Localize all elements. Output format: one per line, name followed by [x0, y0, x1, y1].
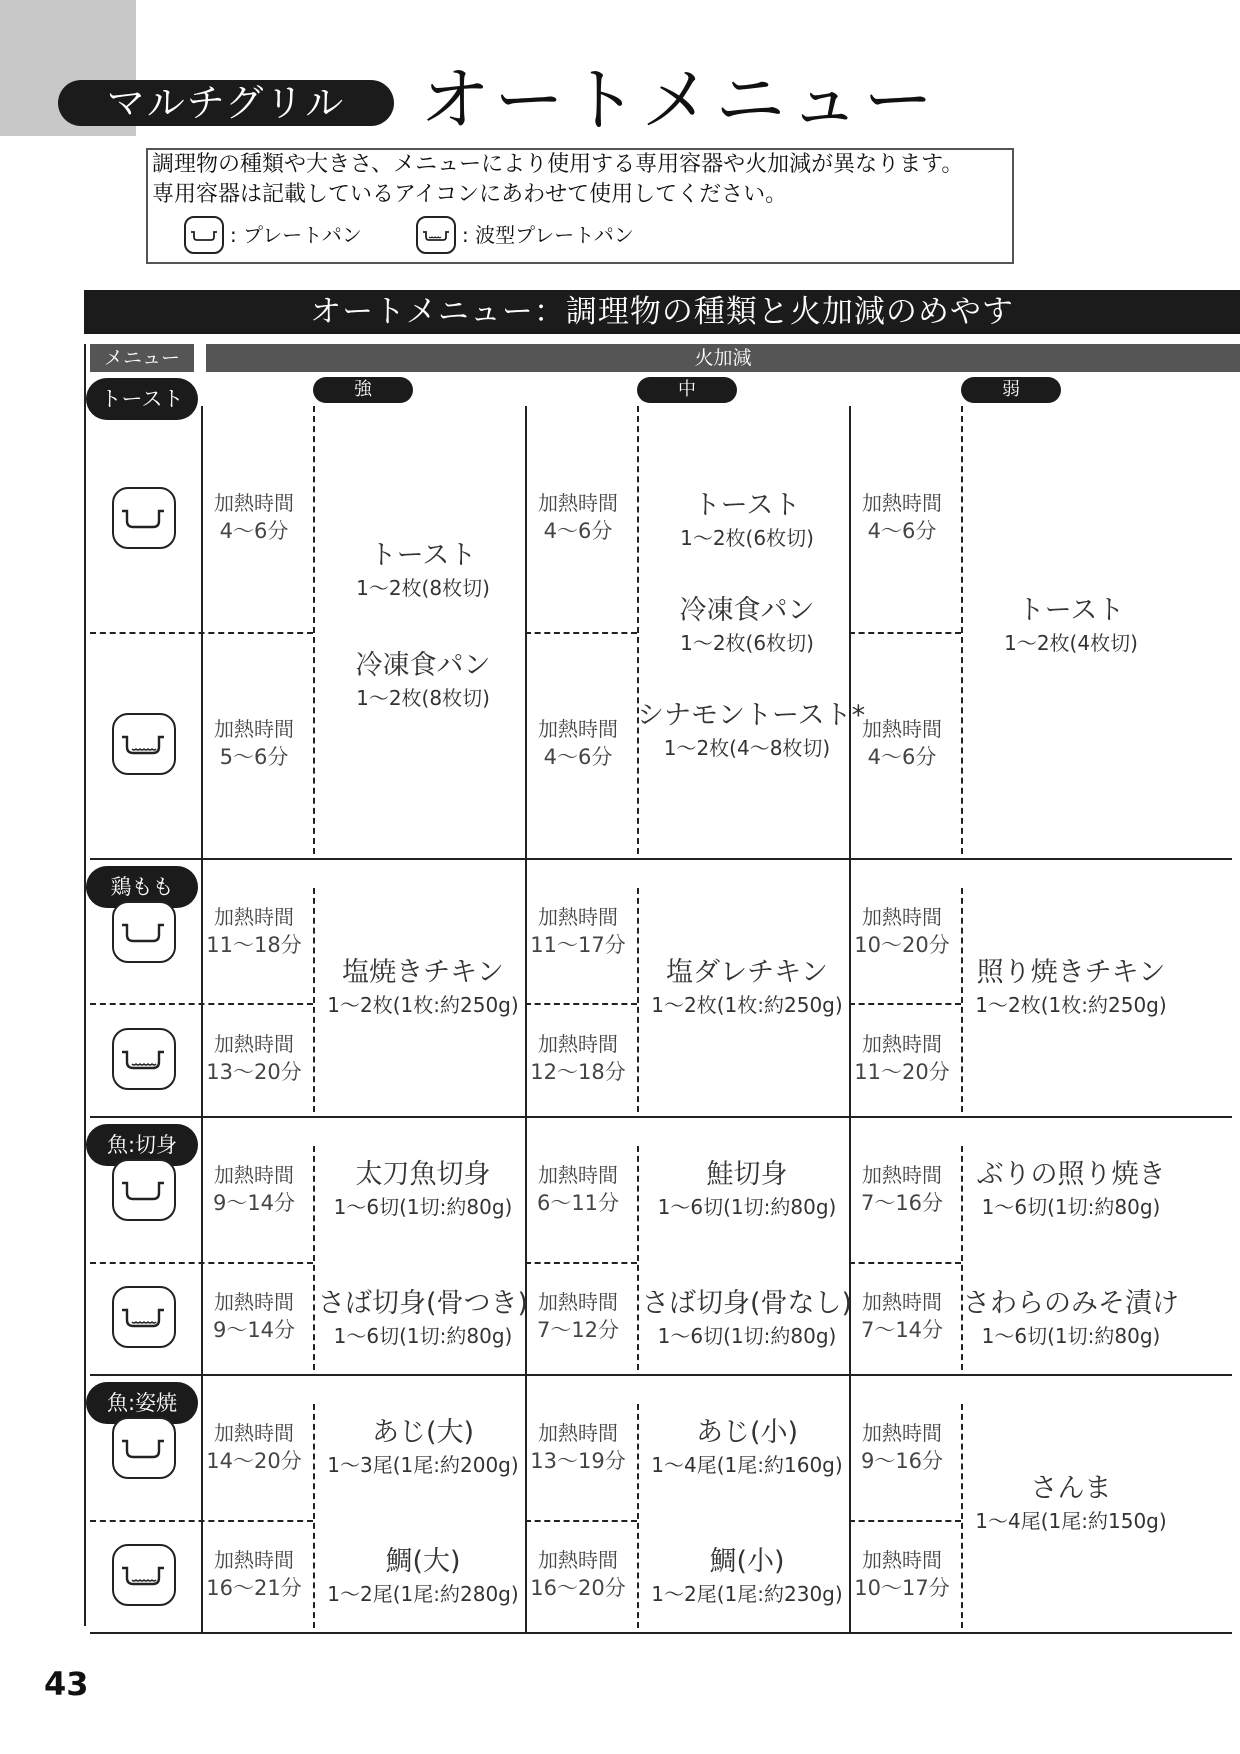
row-dashed-line — [525, 1003, 637, 1005]
page-number: 43 — [44, 1665, 89, 1703]
legend-plate-text: : プレートパン — [230, 223, 362, 247]
heat-time-label: 加熱時間 — [862, 1031, 942, 1056]
menu-item — [637, 698, 866, 762]
heat-time-value: 9〜14分 — [212, 1191, 296, 1215]
menu-item-name: トースト — [369, 540, 477, 571]
heat-time-value: 9〜14分 — [212, 1318, 296, 1342]
menu-item — [313, 1544, 533, 1608]
heat-time-cell — [524, 489, 632, 545]
menu-item — [313, 1286, 533, 1350]
category-pill-0: トースト — [86, 378, 198, 420]
row-dashed-line — [90, 1262, 313, 1264]
menu-item-quantity: 1〜2尾(1尾:約230g) — [651, 1582, 843, 1606]
heat-time-value: 4〜6分 — [867, 745, 937, 769]
heat-level-medium: 中 — [637, 377, 737, 403]
menu-item-quantity: 1〜2枚(8枚切) — [356, 576, 490, 600]
heat-time-value: 4〜6分 — [219, 519, 289, 543]
menu-item-name: ぶりの照り焼き — [976, 1159, 1166, 1190]
heat-time-label: 加熱時間 — [538, 1421, 618, 1445]
menu-item-name: あじ(大) — [371, 1417, 475, 1448]
menu-item-name: 鯛(小) — [709, 1546, 785, 1577]
heat-time-cell — [848, 1288, 956, 1344]
heat-time-value: 7〜12分 — [536, 1318, 620, 1342]
heat-time-value: 11〜17分 — [530, 932, 626, 957]
heat-time-label: 加熱時間 — [862, 491, 942, 515]
menu-item-quantity: 1〜6切(1切:約80g) — [333, 1195, 513, 1219]
fire-header: 火加減 — [206, 344, 1240, 372]
heat-time-value: 12〜18分 — [530, 1059, 626, 1084]
heat-time-label: 加熱時間 — [862, 1421, 942, 1445]
heat-time-value: 11〜20分 — [854, 1059, 950, 1084]
legend-wave-text: : 波型プレートパン — [462, 223, 634, 247]
heat-time-value: 10〜20分 — [854, 932, 950, 957]
heat-time-value: 16〜20分 — [530, 1576, 626, 1600]
heat-time-label: 加熱時間 — [538, 1031, 618, 1056]
menu-item-name: 鯛(大) — [385, 1546, 461, 1577]
menu-item-name: 太刀魚切身 — [355, 1159, 491, 1190]
menu-item — [961, 955, 1181, 1019]
heat-time-value: 13〜19分 — [530, 1449, 626, 1473]
notice-line-2: 専用容器は記載しているアイコンにあわせて使用してください。 — [152, 182, 788, 207]
menu-item-name: シナモントースト* — [637, 700, 866, 731]
heat-time-value: 11〜18分 — [206, 932, 302, 957]
heat-time-cell — [524, 1419, 632, 1475]
heat-time-value: 4〜6分 — [867, 519, 937, 543]
menu-item-name: 塩ダレチキン — [666, 957, 828, 988]
heat-time-value: 5〜6分 — [219, 745, 289, 769]
plate-pan-icon — [112, 1417, 176, 1479]
row-dashed-line — [525, 632, 637, 634]
menu-item — [637, 1544, 857, 1608]
plate-pan-icon — [184, 216, 224, 254]
heat-time-cell — [848, 1546, 956, 1602]
heat-time-value: 16〜21分 — [206, 1576, 302, 1600]
row-dashed-line — [525, 1262, 637, 1264]
menu-item — [313, 648, 533, 712]
heat-time-label: 加熱時間 — [538, 904, 618, 929]
table-left-border — [84, 344, 86, 1626]
menu-item-quantity: 1〜2枚(6枚切) — [680, 631, 814, 655]
menu-item-quantity: 1〜4尾(1尾:約150g) — [975, 1509, 1167, 1533]
section-divider — [90, 1374, 1232, 1376]
heat-time-cell — [524, 903, 632, 959]
heat-time-label: 加熱時間 — [214, 1031, 294, 1056]
category-pill-2: 魚:切身 — [86, 1124, 198, 1166]
heat-time-label: 加熱時間 — [538, 1163, 618, 1187]
menu-item-quantity: 1〜2枚(8枚切) — [356, 686, 490, 710]
heat-time-cell — [200, 715, 308, 771]
heat-time-cell — [848, 1030, 956, 1086]
section-divider — [90, 858, 1232, 860]
heat-time-cell — [524, 715, 632, 771]
heat-time-cell — [200, 489, 308, 545]
heat-time-label: 加熱時間 — [538, 1548, 618, 1572]
menu-item — [637, 1286, 857, 1350]
table-banner: オートメニュー：調理物の種類と火加減のめやす — [84, 290, 1240, 334]
notice-line-1: 調理物の種類や大きさ、メニューにより使用する専用容器や火加減が異なります。 — [152, 152, 964, 177]
menu-item-name: トースト — [1017, 595, 1125, 626]
plate-pan-icon — [112, 1159, 176, 1221]
heat-time-value: 10〜17分 — [854, 1576, 950, 1600]
heat-time-label: 加熱時間 — [214, 717, 294, 741]
menu-item-quantity: 1〜6切(1切:約80g) — [657, 1324, 837, 1348]
category-pill: マルチグリル — [58, 80, 394, 126]
menu-item-quantity: 1〜3尾(1尾:約200g) — [327, 1453, 519, 1477]
wave-plate-pan-icon — [416, 216, 456, 254]
menu-item — [637, 488, 857, 552]
heat-time-cell — [524, 1161, 632, 1217]
heat-time-label: 加熱時間 — [214, 1163, 294, 1187]
menu-item-quantity: 1〜4尾(1尾:約160g) — [651, 1453, 843, 1477]
heat-time-label: 加熱時間 — [214, 1290, 294, 1314]
menu-item — [961, 593, 1181, 657]
heat-time-label: 加熱時間 — [862, 1163, 942, 1187]
plate-pan-icon — [112, 487, 176, 549]
heat-time-value: 4〜6分 — [543, 745, 613, 769]
menu-item-name: さば切身(骨なし) — [641, 1288, 853, 1319]
heat-time-label: 加熱時間 — [214, 904, 294, 929]
menu-item-name: トースト — [693, 490, 801, 521]
row-dashed-line — [525, 1520, 637, 1522]
heat-time-value: 7〜14分 — [860, 1318, 944, 1342]
heat-level-weak: 弱 — [961, 377, 1061, 403]
row-dashed-line — [849, 1003, 961, 1005]
heat-time-cell — [200, 1546, 308, 1602]
row-dashed-line — [849, 1262, 961, 1264]
menu-item-quantity: 1〜2枚(1枚:約250g) — [327, 993, 519, 1017]
wave-plate-pan-icon — [112, 1544, 176, 1606]
menu-item-name: 塩焼きチキン — [342, 957, 504, 988]
plate-pan-icon — [112, 901, 176, 963]
menu-item — [961, 1471, 1181, 1535]
heat-time-cell — [848, 489, 956, 545]
heat-time-label: 加熱時間 — [538, 717, 618, 741]
menu-item-name: あじ(小) — [695, 1417, 799, 1448]
heat-time-cell — [200, 1161, 308, 1217]
heat-level-strong: 強 — [313, 377, 413, 403]
heat-time-label: 加熱時間 — [214, 491, 294, 515]
category-pill-1: 鶏もも — [86, 866, 198, 908]
menu-item — [961, 1286, 1181, 1350]
row-dashed-line — [849, 1520, 961, 1522]
heat-time-cell — [848, 1161, 956, 1217]
heat-time-cell — [524, 1546, 632, 1602]
menu-item-name: 冷凍食パン — [355, 650, 491, 681]
menu-item-quantity: 1〜2枚(4枚切) — [1004, 631, 1138, 655]
menu-item — [637, 1157, 857, 1221]
heat-time-cell — [200, 1419, 308, 1475]
menu-item — [313, 1415, 533, 1479]
menu-item — [313, 955, 533, 1019]
row-dashed-line — [90, 632, 313, 634]
heat-time-value: 4〜6分 — [543, 519, 613, 543]
menu-item — [637, 593, 857, 657]
menu-item — [313, 1157, 533, 1221]
heat-time-value: 9〜16分 — [860, 1449, 944, 1473]
menu-item-name: さんま — [1030, 1473, 1112, 1504]
menu-item-quantity: 1〜2枚(6枚切) — [680, 526, 814, 550]
heat-time-value: 13〜20分 — [206, 1059, 302, 1084]
menu-item — [637, 955, 857, 1019]
section-divider — [90, 1632, 1232, 1634]
menu-item-quantity: 1〜6切(1切:約80g) — [657, 1195, 837, 1219]
heat-time-cell — [524, 1030, 632, 1086]
menu-item-quantity: 1〜2枚(1枚:約250g) — [651, 993, 843, 1017]
menu-item-quantity: 1〜2枚(1枚:約250g) — [975, 993, 1167, 1017]
heat-time-cell — [200, 903, 308, 959]
heat-time-label: 加熱時間 — [214, 1548, 294, 1572]
heat-time-value: 7〜16分 — [860, 1191, 944, 1215]
wave-plate-pan-icon — [112, 1028, 176, 1090]
row-dashed-line — [90, 1520, 313, 1522]
column-dashed-line — [313, 406, 315, 854]
heat-time-value: 6〜11分 — [536, 1191, 620, 1215]
menu-item — [637, 1415, 857, 1479]
menu-item — [961, 1157, 1181, 1221]
heat-time-cell — [200, 1030, 308, 1086]
row-dashed-line — [849, 632, 961, 634]
page-title: オートメニュー — [420, 59, 938, 141]
heat-time-label: 加熱時間 — [538, 491, 618, 515]
heat-time-label: 加熱時間 — [214, 1421, 294, 1445]
menu-item-name: さば切身(骨つき) — [317, 1288, 529, 1319]
heat-time-label: 加熱時間 — [862, 904, 942, 929]
section-divider — [90, 1116, 1232, 1118]
heat-time-cell — [848, 1419, 956, 1475]
menu-item-name: 冷凍食パン — [679, 595, 815, 626]
menu-item-quantity: 1〜6切(1切:約80g) — [981, 1195, 1161, 1219]
menu-header: メニュー — [90, 344, 194, 372]
heat-time-cell — [200, 1288, 308, 1344]
menu-item-quantity: 1〜2枚(4〜8枚切) — [663, 736, 831, 760]
menu-item-quantity: 1〜6切(1切:約80g) — [333, 1324, 513, 1348]
category-pill-3: 魚:姿焼 — [86, 1382, 198, 1424]
heat-time-label: 加熱時間 — [862, 1548, 942, 1572]
menu-item-name: 鮭切身 — [706, 1159, 788, 1190]
menu-item-name: 照り焼きチキン — [976, 957, 1166, 988]
wave-plate-pan-icon — [112, 1286, 176, 1348]
menu-item — [313, 538, 533, 602]
heat-time-cell — [848, 903, 956, 959]
menu-item-quantity: 1〜6切(1切:約80g) — [981, 1324, 1161, 1348]
row-dashed-line — [90, 1003, 313, 1005]
menu-item-name: さわらのみそ漬け — [963, 1288, 1179, 1319]
heat-time-label: 加熱時間 — [538, 1290, 618, 1314]
heat-time-value: 14〜20分 — [206, 1449, 302, 1473]
wave-plate-pan-icon — [112, 713, 176, 775]
heat-time-cell — [524, 1288, 632, 1344]
menu-item-quantity: 1〜2尾(1尾:約280g) — [327, 1582, 519, 1606]
heat-time-label: 加熱時間 — [862, 717, 942, 741]
heat-time-label: 加熱時間 — [862, 1290, 942, 1314]
